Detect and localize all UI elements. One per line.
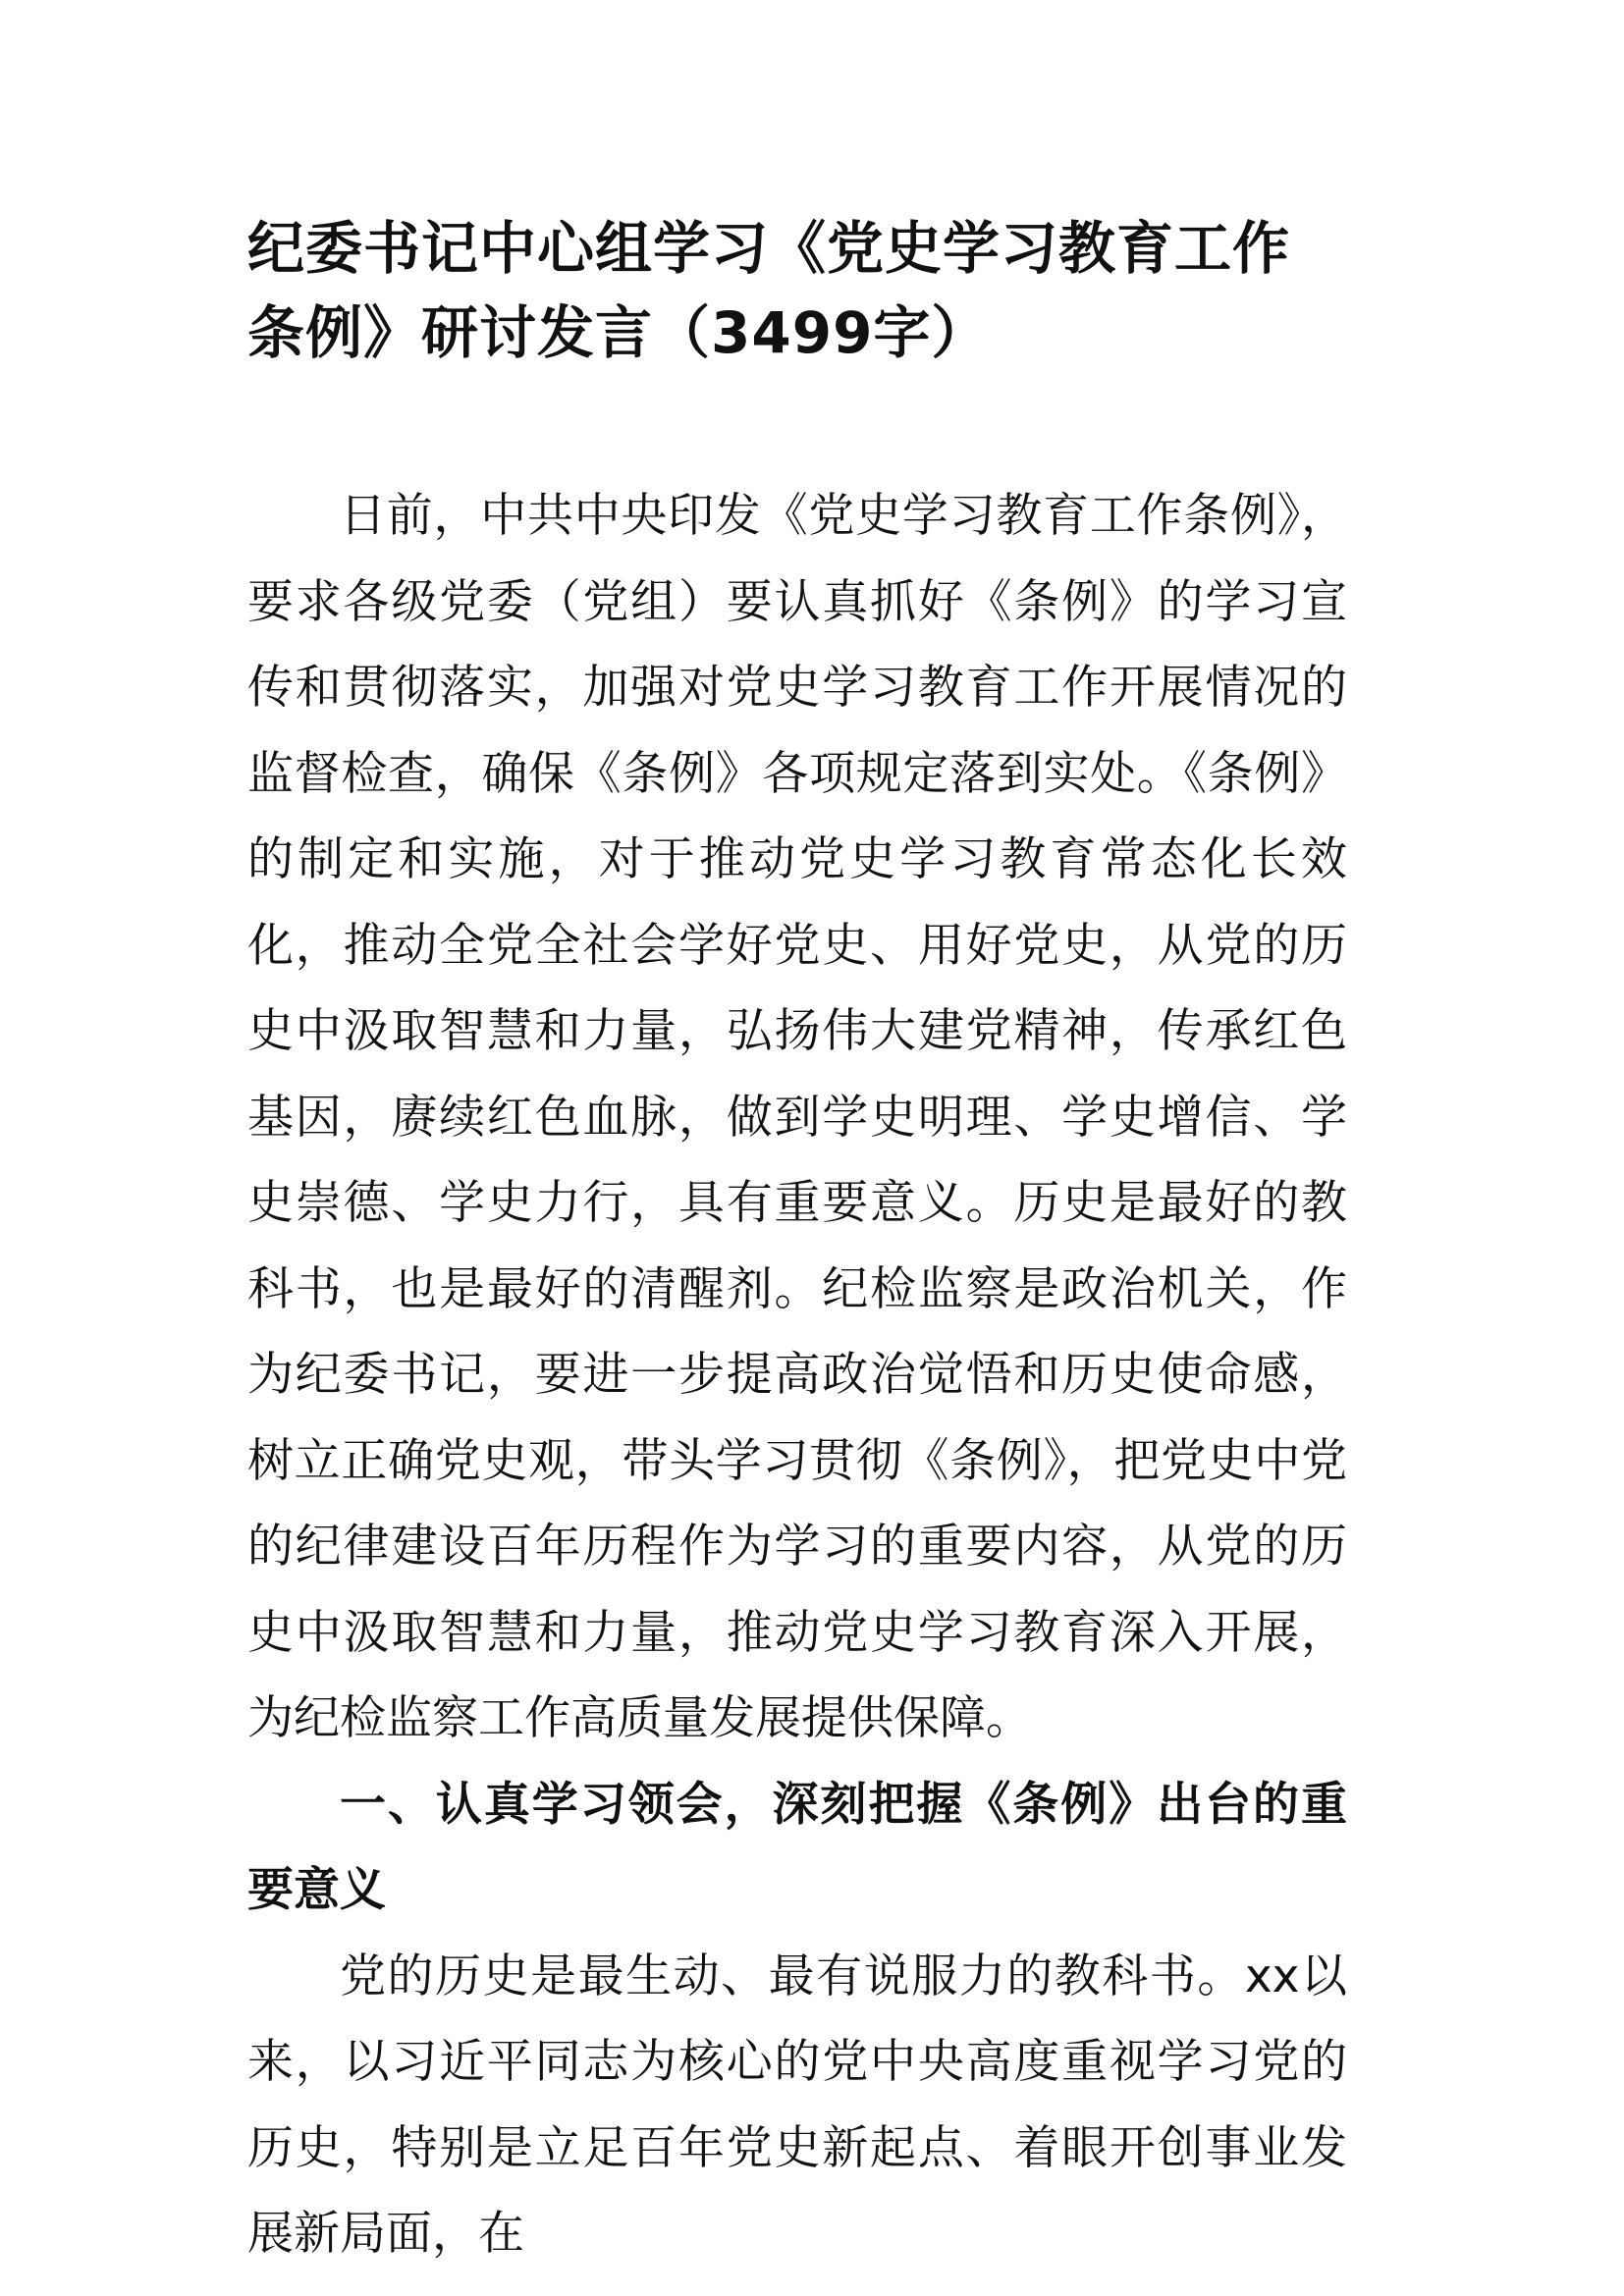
paragraph-section-1: 党的历史是最生动、最有说服力的教科书。xx以来，以习近平同志为核心的党中央高度重视学习党的历史，特别是立足百年党史新起点、着眼开创事业发展新局面，在	[247, 1949, 1347, 2261]
document-body	[247, 473, 1347, 2277]
paragraph-intro: 日前，中共中央印发《党史学习教育工作条例》，要求各级党委（党组）要认真抓好《条例》的学习宣传和贯彻落实，加强对党史学习教育工作开展情况的监督检查，确保《条例》各项规定落到实处。《条例》的制定和实施，对于推动党史学习教育常态化长效化，推动全党全社会学好党史、用好党史，从党的历史中汲取智慧和力量，弘扬伟大建党精神，传承红色基因，赓续红色血脉，做到学史明理、学史增信、学史崇德、学史力行，具有重要意义。历史是最好的教科书，也是最好的清醒剂。纪检监察是政治机关，作为纪委书记，要进一步提高政治觉悟和历史使命感，树立正确党史观，带头学习贯彻《条例》，把党史中党的纪律建设百年历程作为学习的重要内容，从党的历史中汲取智慧和力量，推动党史学习教育深入开展，为纪检监察工作高质量发展提供保障。	[247, 489, 1347, 1745]
section-heading-1: 一、认真学习领会，深刻把握《条例》出台的重要意义	[247, 1777, 1347, 1917]
title-line-2: 条例》研讨发言（3499字）	[247, 299, 990, 366]
document-title	[247, 206, 1347, 375]
document-content	[247, 206, 1347, 2277]
title-line-1: 纪委书记中心组学习《党史学习教育工作	[247, 215, 1291, 282]
